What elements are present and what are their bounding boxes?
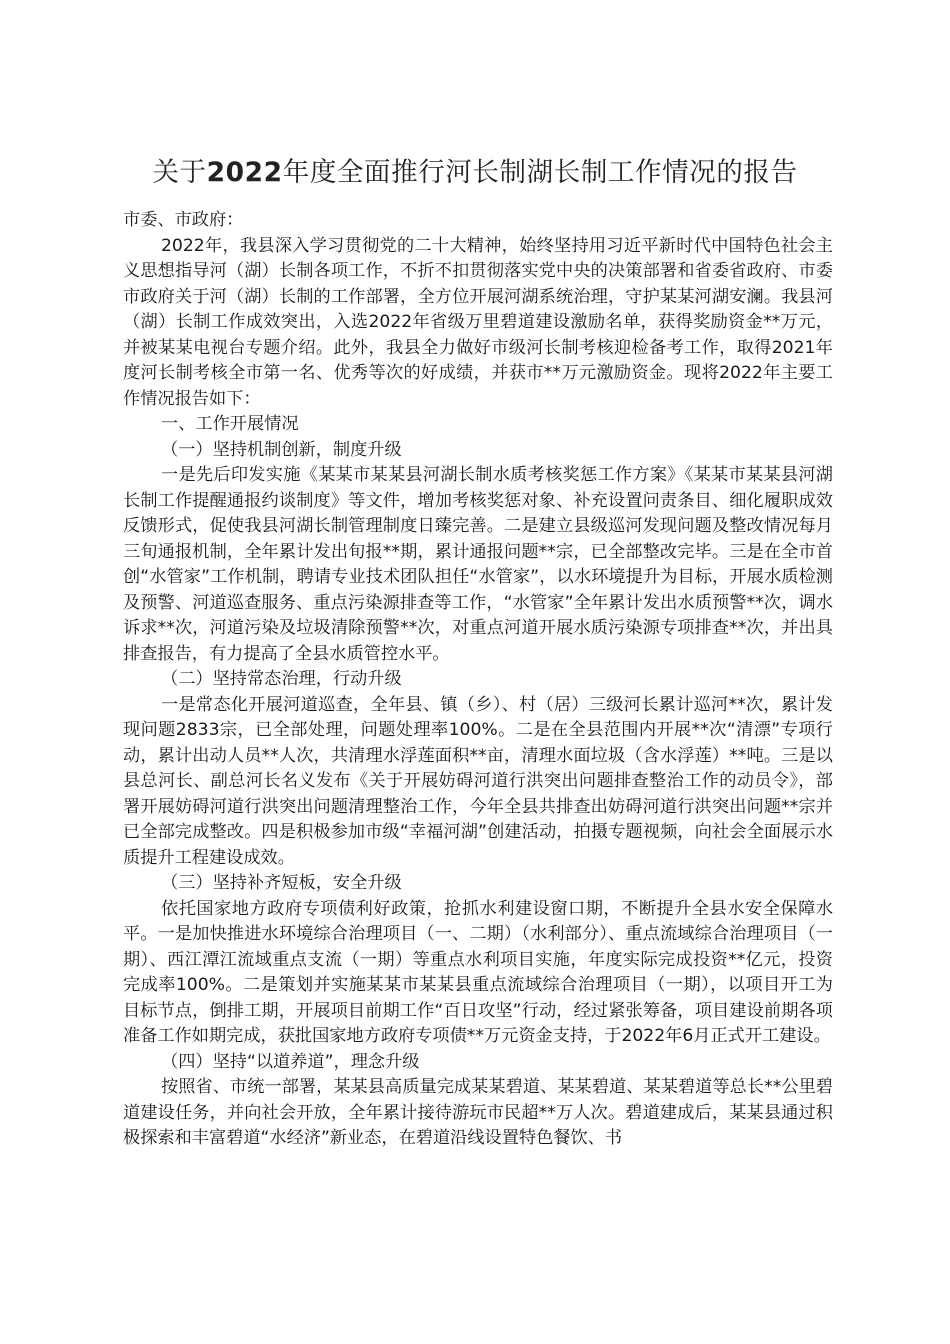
section-1-heading: 一、工作开展情况 [161, 414, 299, 434]
subsection-2-paragraph: 一是常态化开展河道巡查，全年县、镇（乡）、村（居）三级河长累计巡河**次，累计发现问题2833宗，已全部处理，问题处理率100%。二是在全县范围内开展**次“清漂”专项行动，累计出动人员**人次，共清理水浮莲面积**亩，清理水面垃圾（含水浮莲）**吨。三是以县总河长、副总河长名义发布《关于开展妨碍河道行洪突出问题排查整治工作的动员令》，部署开展妨碍河道行洪突出问题清理整治工作，今年全县共排查出妨碍河道行洪突出问题**宗并已全部完成整改。四是积极参加市级“幸福河湖”创建活动，拍摄专题视频，向社会全面展示水质提升工程建设成效。 [123, 694, 833, 868]
document-title [100, 153, 850, 193]
salutation: 市委、市政府： [123, 210, 244, 230]
title-prefix: 关于 [152, 157, 207, 188]
subsection-4-heading-end: ，理念升级 [333, 1051, 420, 1072]
subsection-3-heading: （三）坚持补齐短板，安全升级 [161, 873, 402, 893]
subsection-1-paragraph: 一是先后印发实施《某某市某某县河湖长制水质考核奖惩工作方案》《某某市某某县河湖长制工作提醒通报约谈制度》等文件，增加考核奖惩对象、补充设置问责条目、细化履职成效反馈形式，促使我县河湖长制管理制度日臻完善。二是建立县级巡河发现问题及整改情况每月三旬通报机制，全年累计发出旬报**期，累计通报问题**宗，已全部整改完毕。三是在全市首创“水管家”工作机制，聘请专业技术团队担任“水管家”，以水环境提升为目标，开展水质检测及预警、河道巡查服务、重点污染源排查等工作，“水管家”全年累计发出水质预警**次，调水诉求**次，河道污染及垃圾清除预警**次，对重点河道开展水质污染源专项排查**次，并出具排查报告，有力提高了全县水质管控水平。 [123, 465, 833, 664]
intro-paragraph: 2022年，我县深入学习贯彻党的二十大精神，始终坚持用习近平新时代中国特色社会主义思想指导河（湖）长制各项工作，不折不扣贯彻落实党中央的决策部署和省委省政府、市委市政府关于河（湖）长制的工作部署，全方位开展河湖系统治理，守护某某河湖安澜。我县河（湖）长制工作成效突出，入选2022年省级万里碧道建设激励名单，获得奖励资金**万元，并被某某电视台专题介绍。此外，我县全力做好市级河长制考核迎检备考工作，取得2021年度河长制考核全市第一名、优秀等次的好成绩，并获市**万元激励资金。现将2022年主要工作情况报告如下： [123, 235, 833, 409]
title-year: 2022 [206, 157, 283, 188]
subsection-4-heading-quote: “以道养道” [246, 1051, 334, 1072]
subsection-4-paragraph: 按照省、市统一部署，某某县高质量完成某某碧道、某某碧道、某某碧道等总长**公里碧道建设任务，并向社会开放，全年累计接待游玩市民超**万人次。碧道建成后，某某县通过积极探索和丰富碧道“水经济”新业态，在碧道沿线设置特色餐饮、书 [123, 1077, 833, 1148]
subsection-4-heading-start: （四）坚持 [161, 1051, 247, 1072]
subsection-4-heading [123, 1050, 833, 1076]
title-suffix: 年度全面推行河长制湖长制工作情况的报告 [282, 157, 798, 188]
subsection-3-paragraph: 依托国家地方政府专项债利好政策，抢抓水利建设窗口期，不断提升全县水安全保障水平。一是加快推进水环境综合治理项目（一、二期）（水利部分）、重点流域综合治理项目（一期）、西江潭江流域重点支流（一期）等重点水利项目实施，年度实际完成投资**亿元，投资完成率100%。二是策划并实施某某市某某县重点流域综合治理项目（一期），以项目开工为目标节点，倒排工期，开展项目前期工作“百日攻坚”行动，经过紧张筹备，项目建设前期各项准备工作如期完成，获批国家地方政府专项债**万元资金支持，于2022年6月正式开工建设。 [123, 898, 833, 1046]
subsection-1-heading: （一）坚持机制创新，制度升级 [161, 439, 402, 460]
subsection-2-heading: （二）坚持常态治理，行动升级 [161, 669, 402, 689]
document-body [123, 208, 833, 1152]
